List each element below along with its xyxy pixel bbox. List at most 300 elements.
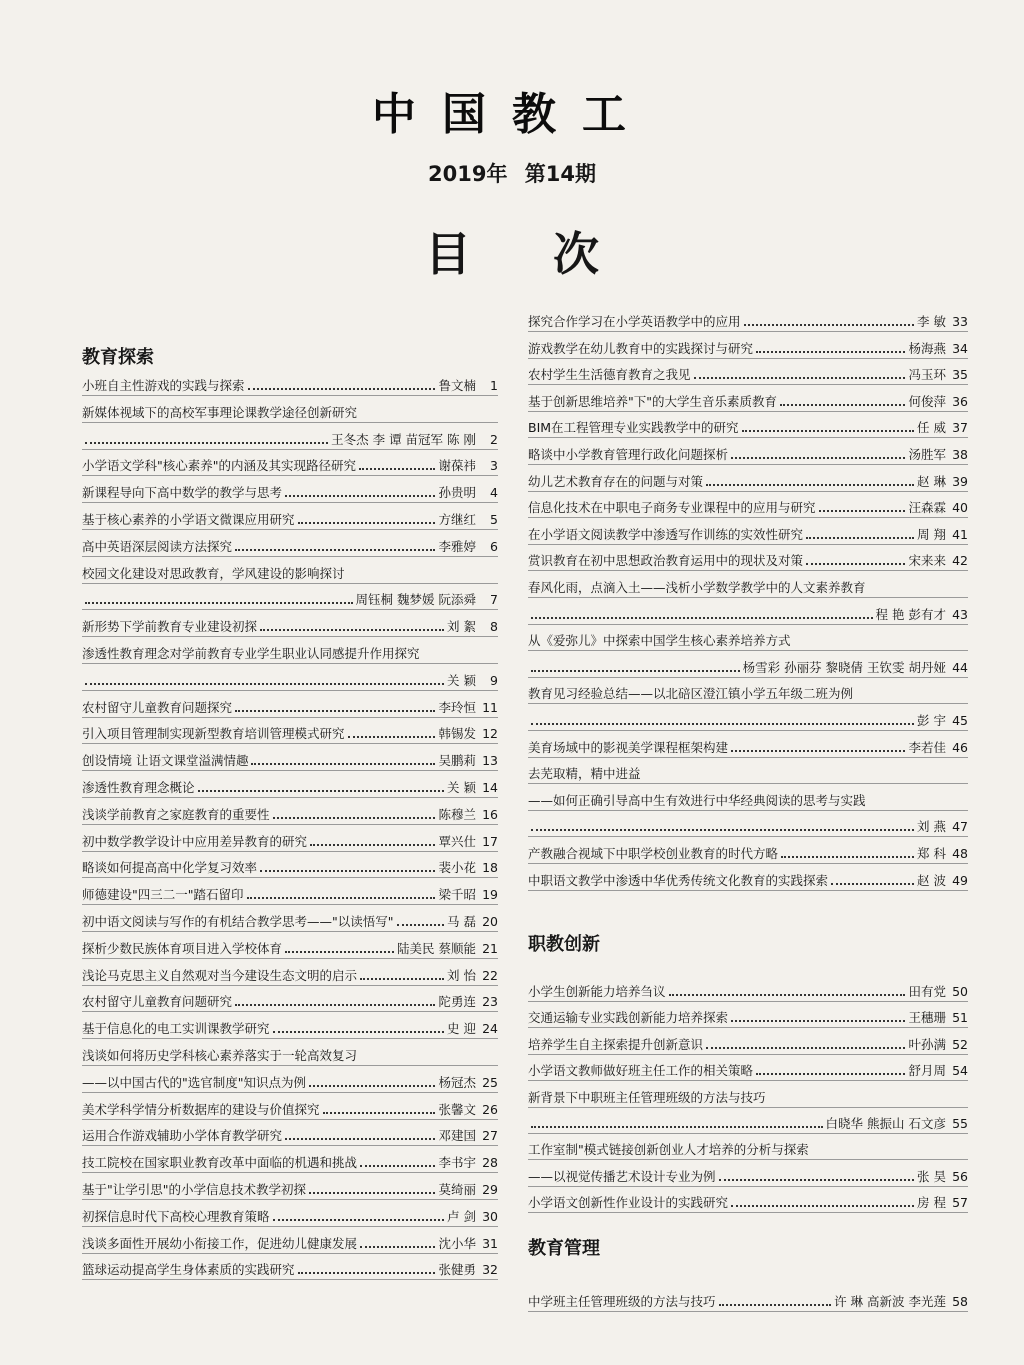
row-divider	[82, 824, 498, 825]
row-divider	[82, 690, 498, 691]
entry-page: 23	[482, 994, 498, 1009]
entry-page: 45	[952, 713, 968, 728]
toc-entry[interactable]	[82, 611, 498, 635]
toc-entry[interactable]	[528, 1082, 968, 1106]
entry-title: 浅谈如何将历史学科核心素养落实于一轮高效复习	[82, 1048, 358, 1063]
entry-page: 1	[490, 378, 498, 393]
entry-author: 张馨文	[438, 1102, 476, 1117]
dot-leader	[85, 602, 353, 604]
row-divider	[82, 1145, 498, 1146]
row-divider	[528, 730, 968, 731]
entry-author: 谢葆祎	[438, 458, 476, 473]
dot-leader	[298, 1272, 436, 1274]
row-divider	[82, 1038, 498, 1039]
entry-page: 42	[952, 553, 968, 568]
dot-leader	[309, 1192, 435, 1194]
dot-leader	[531, 617, 873, 619]
row-divider	[82, 1279, 498, 1280]
entry-page: 3	[490, 458, 498, 473]
entry-title: 基于核心素养的小学语文微课应用研究	[82, 512, 295, 527]
entry-title: 渗透性教育理念对学前教育专业学生职业认同感提升作用探究	[82, 646, 420, 661]
entry-author: 马 磊	[447, 914, 476, 929]
entry-title: 小班自主性游戏的实践与探索	[82, 378, 245, 393]
row-divider	[82, 475, 498, 476]
entry-title: 基于信息化的电工实训课教学研究	[82, 1021, 270, 1036]
toc-entry[interactable]	[528, 599, 968, 623]
toc-entry[interactable]	[528, 439, 968, 463]
toc-entry[interactable]	[528, 976, 968, 1000]
toc-entry[interactable]	[82, 718, 498, 742]
dot-leader	[731, 750, 905, 752]
entry-page: 41	[952, 527, 968, 542]
entry-page: 16	[482, 807, 498, 822]
entry-page: 20	[482, 914, 498, 929]
entry-author: 张健勇	[438, 1262, 476, 1277]
toc-entry[interactable]	[82, 960, 498, 984]
toc-entry[interactable]	[528, 306, 968, 330]
toc-entry[interactable]	[82, 692, 498, 716]
entry-title: 农村学生生活德育教育之我见	[528, 367, 691, 382]
entry-page: 18	[482, 860, 498, 875]
entry-page: 7	[490, 592, 498, 607]
row-divider	[528, 650, 968, 651]
toc-heading: 目次	[425, 227, 681, 281]
entry-title: 略谈如何提高高中化学复习效率	[82, 860, 258, 875]
toc-entry[interactable]	[528, 758, 968, 782]
toc-entry[interactable]	[528, 732, 968, 756]
entry-title: 赏识教育在初中思想政治教育运用中的现状及对策	[528, 553, 804, 568]
section-heading: 职教创新	[528, 934, 600, 955]
row-divider	[82, 1226, 498, 1227]
toc-entry[interactable]	[528, 386, 968, 410]
row-divider	[528, 437, 968, 438]
entry-title: 略谈中小学教育管理行政化问题探析	[528, 447, 729, 462]
dot-leader	[285, 495, 435, 497]
dot-leader	[731, 1020, 905, 1022]
entry-title: 基于"让学引思"的小学信息技术教学初探	[82, 1182, 306, 1197]
entry-title: 运用合作游戏辅助小学体育教学研究	[82, 1128, 283, 1143]
toc-entry[interactable]	[82, 1228, 498, 1252]
dot-leader	[806, 537, 914, 539]
row-divider	[82, 529, 498, 530]
entry-title: 产教融合视域下中职学校创业教育的时代方略	[528, 846, 779, 861]
entry-page: 11	[482, 700, 498, 715]
entry-title: 基于创新思维培养"下"的大学生音乐素质教育	[528, 394, 777, 409]
toc-entry[interactable]	[528, 1108, 968, 1132]
dot-leader	[273, 1031, 445, 1033]
toc-entry[interactable]	[82, 826, 498, 850]
entry-author: 吴鹏莉	[438, 753, 476, 768]
entry-page: 31	[482, 1236, 498, 1251]
row-divider	[82, 609, 498, 610]
entry-title: 美术学科学情分析数据库的建设与价值探究	[82, 1102, 320, 1117]
entry-page: 51	[952, 1010, 968, 1025]
dot-leader	[731, 457, 905, 459]
toc-entry[interactable]	[82, 531, 498, 555]
dot-leader	[247, 897, 436, 899]
entry-title: 初探信息时代下高校心理教育策略	[82, 1209, 270, 1224]
entry-page: 9	[490, 673, 498, 688]
entry-page: 39	[952, 474, 968, 489]
row-divider	[528, 783, 968, 784]
entry-author: 王冬杰 李 谭 苗冠军 陈 刚	[331, 432, 476, 447]
row-divider	[82, 797, 498, 798]
dot-leader	[360, 1165, 435, 1167]
dot-leader	[273, 817, 436, 819]
entry-author: 李玲恒	[438, 700, 476, 715]
entry-page: 27	[482, 1128, 498, 1143]
entry-title: 初中数学教学设计中应用差异教育的研究	[82, 834, 308, 849]
entry-page: 8	[490, 619, 498, 634]
entry-page: 32	[482, 1262, 498, 1277]
dot-leader	[756, 1073, 905, 1075]
entry-title: 篮球运动提高学生身体素质的实践研究	[82, 1262, 295, 1277]
toc-entry[interactable]	[82, 906, 498, 930]
dot-leader	[235, 1004, 435, 1006]
entry-page: 29	[482, 1182, 498, 1197]
entry-title: ——以中国古代的"选官制度"知识点为例	[82, 1075, 306, 1090]
toc-entry[interactable]	[82, 1094, 498, 1118]
toc-entry[interactable]	[528, 1134, 968, 1158]
dot-leader	[719, 1179, 915, 1181]
entry-author: 杨海燕	[908, 341, 946, 356]
row-divider	[82, 636, 498, 637]
row-divider	[82, 502, 498, 503]
entry-title: 小学生创新能力培养刍议	[528, 984, 666, 999]
entry-author: 赵 波	[917, 873, 946, 888]
toc-entry[interactable]	[528, 785, 968, 809]
entry-author: 陀勇连	[438, 994, 476, 1009]
row-divider	[82, 931, 498, 932]
entry-page: 33	[952, 314, 968, 329]
entry-page: 44	[952, 660, 968, 675]
row-divider	[528, 1080, 968, 1081]
entry-author: 孙贵明	[438, 485, 476, 500]
entry-author: 叶孙满	[908, 1037, 946, 1052]
entry-page: 25	[482, 1075, 498, 1090]
entry-title: 初中语文阅读与写作的有机结合教学思考——"以读悟写"	[82, 914, 394, 929]
toc-entry[interactable]	[528, 1029, 968, 1053]
entry-page: 50	[952, 984, 968, 999]
toc-entry[interactable]	[528, 359, 968, 383]
entry-page: 56	[952, 1169, 968, 1184]
dot-leader	[831, 883, 914, 885]
entry-author: 李 敏	[917, 314, 946, 329]
dot-leader	[731, 1205, 914, 1207]
entry-title: 新媒体视域下的高校军事理论课教学途径创新研究	[82, 405, 358, 420]
dot-leader	[348, 736, 436, 738]
toc-entry[interactable]	[528, 1187, 968, 1211]
row-divider	[528, 863, 968, 864]
entry-author: 刘 絮	[447, 619, 476, 634]
row-divider	[528, 703, 968, 704]
entry-author: 李雅婷	[438, 539, 476, 554]
toc-entry[interactable]	[82, 558, 498, 582]
entry-title: 农村留守儿童教育问题探究	[82, 700, 233, 715]
dot-leader	[780, 404, 905, 406]
dot-leader	[273, 1219, 445, 1221]
toc-entry[interactable]	[82, 879, 498, 903]
toc-entry[interactable]	[528, 519, 968, 543]
entry-title: 幼儿艺术教育存在的问题与对策	[528, 474, 704, 489]
dot-leader	[360, 978, 444, 980]
dot-leader	[806, 563, 905, 565]
entry-page: 49	[952, 873, 968, 888]
toc-entry[interactable]	[82, 1254, 498, 1278]
toc-entry[interactable]	[82, 1201, 498, 1225]
entry-page: 37	[952, 420, 968, 435]
entry-title: 小学语文创新性作业设计的实践研究	[528, 1195, 729, 1210]
dot-leader	[706, 1047, 905, 1049]
toc-entry[interactable]	[82, 370, 498, 394]
toc-entry[interactable]	[528, 1002, 968, 1026]
row-divider	[528, 331, 968, 332]
toc-entry[interactable]	[82, 933, 498, 957]
row-divider	[528, 597, 968, 598]
journal-title: 中国教工	[372, 89, 652, 140]
toc-entry[interactable]	[82, 1067, 498, 1091]
toc-entry[interactable]	[528, 705, 968, 729]
row-divider	[82, 556, 498, 557]
row-divider	[528, 1027, 968, 1028]
entry-title: 技工院校在国家职业教育改革中面临的机遇和挑战	[82, 1155, 358, 1170]
entry-author: 白晓华 熊振山 石文彦	[825, 1116, 946, 1131]
dot-leader	[309, 1085, 435, 1087]
entry-page: 4	[490, 485, 498, 500]
entry-page: 47	[952, 819, 968, 834]
entry-author: 周钰桐 魏梦媛 阮添舜	[355, 592, 476, 607]
toc-entry[interactable]	[528, 652, 968, 676]
entry-title: 探究合作学习在小学英语教学中的应用	[528, 314, 741, 329]
toc-entry[interactable]	[82, 799, 498, 823]
entry-title: 农村留守儿童教育问题研究	[82, 994, 233, 1009]
entry-title: 信息化技术在中职电子商务专业课程中的应用与研究	[528, 500, 816, 515]
toc-entry[interactable]	[528, 466, 968, 490]
row-divider	[528, 836, 968, 837]
entry-title: 游戏教学在幼儿教育中的实践探讨与研究	[528, 341, 754, 356]
dot-leader	[298, 522, 436, 524]
entry-title: 新背景下中职班主任管理班级的方法与技巧	[528, 1090, 766, 1105]
row-divider	[82, 1065, 498, 1066]
row-divider	[82, 770, 498, 771]
entry-title: 中职语文教学中渗透中华优秀传统文化教育的实践探索	[528, 873, 829, 888]
entry-page: 5	[490, 512, 498, 527]
toc-entry[interactable]	[82, 1147, 498, 1171]
entry-author: 陈穆兰	[438, 807, 476, 822]
toc-entry[interactable]	[528, 625, 968, 649]
toc-entry[interactable]	[528, 678, 968, 702]
entry-page: 35	[952, 367, 968, 382]
entry-author: 邓建国	[438, 1128, 476, 1143]
dot-leader	[285, 951, 394, 953]
entry-title: ——以视觉传播艺术设计专业为例	[528, 1169, 716, 1184]
toc-entry[interactable]	[82, 424, 498, 448]
dot-leader	[310, 844, 435, 846]
entry-title: 创设情境 让语文课堂溢满情趣	[82, 753, 249, 768]
dot-leader	[85, 683, 444, 685]
entry-author: 卢 剑	[447, 1209, 476, 1224]
entry-page: 38	[952, 447, 968, 462]
row-divider	[82, 1011, 498, 1012]
row-divider	[528, 464, 968, 465]
row-divider	[82, 1199, 498, 1200]
toc-entry[interactable]	[528, 811, 968, 835]
entry-author: 莫绮丽	[438, 1182, 476, 1197]
dot-leader	[531, 723, 914, 725]
dot-leader	[694, 377, 906, 379]
toc-entry[interactable]	[528, 1055, 968, 1079]
entry-title: 小学语文教师做好班主任工作的相关策略	[528, 1063, 754, 1078]
row-divider	[82, 663, 498, 664]
entry-author: 周 翔	[917, 527, 946, 542]
entry-author: 彭 宇	[917, 713, 946, 728]
entry-author: 李书宇	[438, 1155, 476, 1170]
toc-entry[interactable]	[82, 1040, 498, 1064]
toc-entry[interactable]	[528, 492, 968, 516]
toc-entry[interactable]	[82, 638, 498, 662]
entry-title: 教育见习经验总结——以北碚区澄江镇小学五年级二班为例	[528, 686, 854, 701]
entry-author: 覃兴仕	[438, 834, 476, 849]
toc-entry[interactable]	[82, 1013, 498, 1037]
toc-entry[interactable]	[82, 477, 498, 501]
entry-page: 14	[482, 780, 498, 795]
dot-leader	[531, 1126, 823, 1128]
toc-entry[interactable]	[82, 772, 498, 796]
entry-title: 小学语文学科"核心素养"的内涵及其实现路径研究	[82, 458, 356, 473]
entry-author: 杨雪彩 孙丽芬 黎晓倩 王钦雯 胡丹娅	[742, 660, 946, 675]
toc-entry[interactable]	[528, 545, 968, 569]
section-heading: 教育探索	[82, 347, 154, 368]
toc-entry[interactable]	[528, 412, 968, 436]
dot-leader	[531, 670, 740, 672]
dot-leader	[360, 1246, 435, 1248]
entry-author: 史 迎	[447, 1021, 476, 1036]
entry-page: 6	[490, 539, 498, 554]
entry-author: 汪森霖	[908, 500, 946, 515]
entry-title: 浅谈学前教育之家庭教育的重要性	[82, 807, 270, 822]
toc-entry[interactable]	[82, 852, 498, 876]
dot-leader	[235, 549, 435, 551]
entry-author: 陆美民 蔡顺能	[397, 941, 476, 956]
row-divider	[82, 743, 498, 744]
dot-leader	[260, 870, 435, 872]
toc-entry[interactable]	[82, 584, 498, 608]
entry-page: 52	[952, 1037, 968, 1052]
entry-author: 李若佳	[908, 740, 946, 755]
toc-entry[interactable]	[528, 1286, 968, 1310]
entry-author: 韩锡发	[438, 726, 476, 741]
entry-page: 57	[952, 1195, 968, 1210]
dot-leader	[706, 484, 914, 486]
dot-leader	[669, 994, 906, 996]
entry-author: 许 琳 高新波 李光莲	[834, 1294, 946, 1309]
toc-entry[interactable]	[82, 986, 498, 1010]
entry-author: 裴小花	[438, 860, 476, 875]
entry-author: 程 艳 彭有才	[875, 607, 946, 622]
dot-leader	[397, 924, 445, 926]
row-divider	[82, 395, 498, 396]
entry-page: 21	[482, 941, 498, 956]
dot-leader	[85, 442, 328, 444]
entry-page: 19	[482, 887, 498, 902]
dot-leader	[285, 1138, 435, 1140]
entry-page: 36	[952, 394, 968, 409]
entry-page: 54	[952, 1063, 968, 1078]
dot-leader	[531, 829, 914, 831]
toc-entry[interactable]	[82, 397, 498, 421]
toc-entry[interactable]	[82, 745, 498, 769]
toc-entry[interactable]	[82, 665, 498, 689]
row-divider	[82, 877, 498, 878]
entry-page: 40	[952, 500, 968, 515]
toc-entry[interactable]	[528, 865, 968, 889]
entry-author: 房 程	[917, 1195, 946, 1210]
row-divider	[528, 384, 968, 385]
toc-entry[interactable]	[528, 333, 968, 357]
entry-title: 新课程导向下高中数学的教学与思考	[82, 485, 283, 500]
entry-title: 去芜取精，精中进益	[528, 766, 641, 781]
toc-entry[interactable]	[82, 1174, 498, 1198]
section-heading: 教育管理	[528, 1238, 600, 1259]
entry-title: 美育场域中的影视美学课程框架构建	[528, 740, 729, 755]
entry-page: 30	[482, 1209, 498, 1224]
entry-page: 55	[952, 1116, 968, 1131]
entry-author: 关 颖	[447, 780, 476, 795]
dot-leader	[819, 510, 906, 512]
dot-leader	[781, 856, 914, 858]
toc-entry[interactable]	[82, 450, 498, 474]
dot-leader	[756, 351, 905, 353]
entry-author: 王穗珊	[908, 1010, 946, 1025]
masthead	[0, 0, 1024, 320]
entry-title: 浅论马克思主义自然观对当今建设生态文明的启示	[82, 968, 358, 983]
entry-title: 从《爱弥儿》中探索中国学生核心素养培养方式	[528, 633, 791, 648]
row-divider	[528, 1311, 968, 1312]
dot-leader	[323, 1112, 436, 1114]
toc-entry[interactable]	[528, 1161, 968, 1185]
entry-author: 宋来来	[908, 553, 946, 568]
entry-author: 郑 科	[917, 846, 946, 861]
entry-author: 沈小华	[438, 1236, 476, 1251]
toc-entry[interactable]	[528, 572, 968, 596]
row-divider	[82, 1172, 498, 1173]
entry-author: 何俊萍	[908, 394, 946, 409]
entry-page: 17	[482, 834, 498, 849]
toc-entry[interactable]	[528, 838, 968, 862]
entry-page: 46	[952, 740, 968, 755]
issue-label: 2019年 第14期	[428, 162, 596, 186]
entry-author: 梁千昭	[438, 887, 476, 902]
toc-entry[interactable]	[82, 1120, 498, 1144]
entry-title: 培养学生自主探索提升创新意识	[528, 1037, 704, 1052]
dot-leader	[742, 430, 914, 432]
entry-author: 刘 怡	[447, 968, 476, 983]
row-divider	[528, 1159, 968, 1160]
dot-leader	[248, 388, 436, 390]
entry-author: 方继红	[438, 512, 476, 527]
dot-leader	[744, 324, 915, 326]
row-divider	[528, 890, 968, 891]
entry-author: 赵 琳	[917, 474, 946, 489]
entry-page: 12	[482, 726, 498, 741]
row-divider	[82, 958, 498, 959]
row-divider	[528, 570, 968, 571]
toc-entry[interactable]	[82, 504, 498, 528]
row-divider	[528, 517, 968, 518]
entry-author: 冯玉环	[908, 367, 946, 382]
entry-title: 中学班主任管理班级的方法与技巧	[528, 1294, 716, 1309]
entry-page: 24	[482, 1021, 498, 1036]
